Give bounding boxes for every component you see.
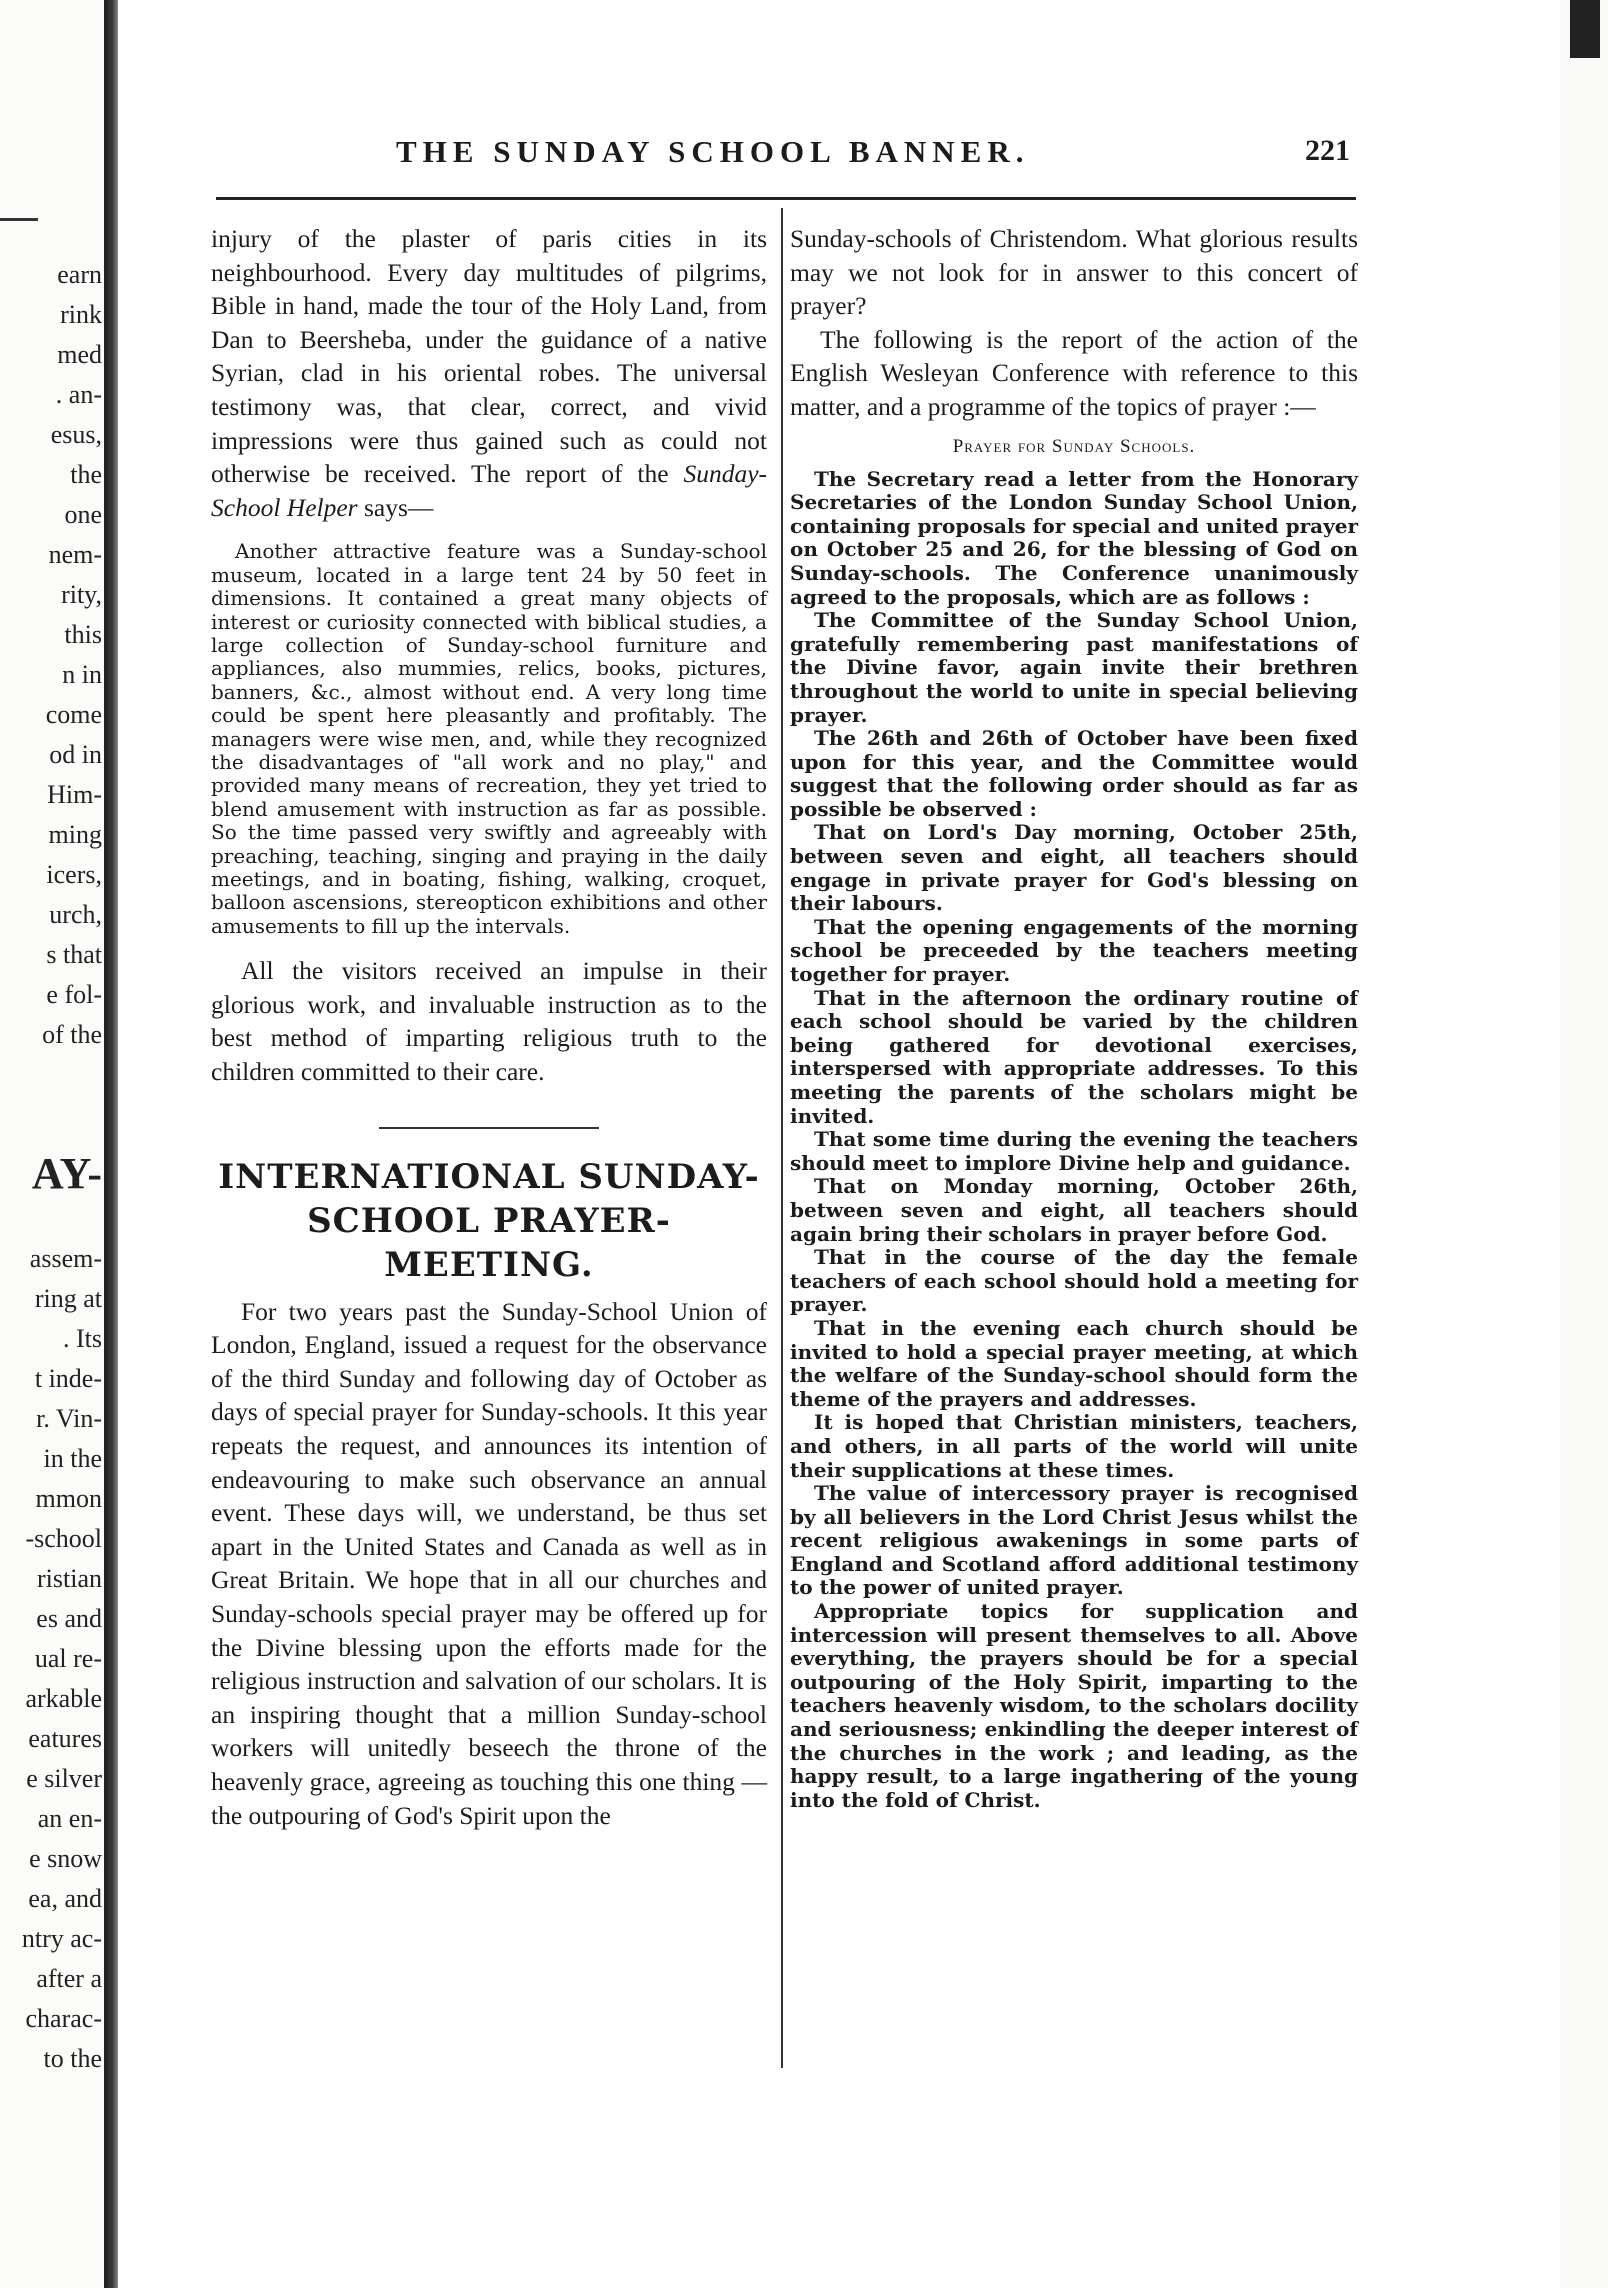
article-paragraph: For two years past the Sunday-School Union of London, England, issued a request for the observance of the third Sunday and following day of October as days of special prayer for Sunday-schools. It this year repeats the request, and announces its intention of endeavouring to make such observance an annual event. These days will, we understand, be thus set apart in the United States and Canada as well as in Great Britain. We hope that in all our churches and Sunday-schools special prayer may be offered up for the Divine blessing upon the efforts made for the religious instruction and salvation of our scholars. It is an inspiring thought that a million Sunday-school workers will unitedly beseech the throne of the heavenly grace, agreeing as touching this one thing —the outpouring of God's Spirit upon the	[211, 1296, 767, 1830]
paragraph-text: injury of the plaster of paris cities in its neighbourhood. Every day multitudes of pilgrims, Bible in hand, made the tour of the Holy Land, from Dan to Beersheba, under the guidance of a native Syrian, clad in his oriental robes. The universal testimony was, that clear, correct, and vivid impressions were thus gained such as could not otherwise be received. The report of the	[211, 224, 767, 489]
edge-marker	[1570, 0, 1600, 58]
margin-fragment: one	[64, 500, 102, 529]
margin-fragment: eatures	[28, 1724, 102, 1753]
right-page-edge	[1560, 0, 1608, 2288]
margin-fragment: earn	[57, 260, 102, 289]
margin-fragment: n in	[62, 660, 102, 689]
margin-fragment: of the	[42, 1020, 102, 1049]
article-heading-line-1: INTERNATIONAL SUNDAY-	[218, 1156, 760, 1197]
paragraph: The following is the report of the action of the English Wesleyan Conference with reference to this matter, and a programme of the topics of prayer :—	[790, 324, 1358, 421]
adjacent-page-fragment	[0, 0, 112, 2288]
margin-fragment: in the	[43, 1444, 102, 1473]
margin-fragment: -school	[25, 1524, 102, 1553]
margin-fragment: . Its	[63, 1324, 102, 1353]
margin-fragment: rink	[60, 300, 102, 329]
margin-fragment: nem-	[48, 540, 102, 569]
resolution-item: That on Monday morning, October 26th, between seven and eight, all teachers should again bring their scholars in prayer before God.	[790, 1174, 1358, 1246]
margin-fragment: e silver	[26, 1764, 102, 1793]
margin-fragment: the	[70, 460, 102, 489]
margin-fragment: ual re-	[34, 1644, 102, 1673]
margin-fragment: t inde-	[34, 1364, 102, 1393]
right-column	[790, 222, 1358, 1812]
margin-fragment: s that	[46, 940, 102, 969]
column-divider	[781, 208, 783, 2068]
margin-fragment: od in	[49, 740, 102, 769]
resolution-item: That the opening engagements of the morning school be preceeded by the teachers meeting together for prayer.	[790, 914, 1358, 987]
margin-fragment: es and	[36, 1604, 102, 1633]
book-spine	[104, 0, 118, 2288]
article-heading-line-2: SCHOOL PRAYER-MEETING.	[307, 1200, 671, 1285]
margin-fragment: arkable	[25, 1684, 102, 1713]
margin-fragment: ea, and	[28, 1884, 102, 1913]
adjacent-page-rule	[0, 218, 38, 221]
resolution-item: The value of intercessory prayer is recognised by all believers in the Lord Christ Jesus whilst the recent religious awakenings in some parts of England and Scotland afford additional testimony to the power of united prayer.	[790, 1481, 1358, 1600]
margin-fragment: assem-	[29, 1244, 102, 1273]
resolution-item: The Committee of the Sunday School Union, gratefully remembering past manifestations of the Divine favor, again invite their brethren throughout the world to unite in special believing prayer.	[790, 608, 1358, 727]
resolution-item: That in the evening each church should be invited to hold a special prayer meeting, at which the welfare of the Sunday-school should form the theme of the prayers and addresses.	[790, 1315, 1358, 1411]
margin-fragment: after a	[36, 1964, 102, 1993]
margin-fragment: ristian	[37, 1564, 102, 1593]
paragraph: All the visitors received an impulse in their glorious work, and invaluable instruction as to the best method of imparting religious truth to the children committed to their care.	[211, 956, 767, 1087]
margin-fragment: mmon	[35, 1484, 102, 1513]
section-subheading: Prayer for Sunday Schools.	[952, 435, 1196, 457]
margin-fragment: ming	[48, 820, 102, 849]
margin-fragment: charac-	[25, 2004, 102, 2033]
publication-title: Sunday-School Helper	[211, 459, 767, 522]
margin-fragment: rity,	[61, 580, 102, 609]
resolution-item: The Secretary read a letter from the Honorary Secretaries of the London Sunday School Union, containing proposals for special and united prayer on October 25 and 26, for the blessing of God on Sunday-schools. The Conference unanimously agreed to the proposals, which are as follows :	[790, 466, 1358, 609]
margin-fragment: ring at	[34, 1284, 102, 1313]
margin-fragment: e snow	[29, 1844, 102, 1873]
margin-fragment: med	[57, 340, 102, 369]
margin-fragment: . an-	[55, 380, 102, 409]
resolution-item: That in the afternoon the ordinary routine of each school should be varied by the children being gathered for devotional exercises, interspersed with appropriate addresses. To this meeting the parents of the scholars might be invited.	[790, 985, 1358, 1128]
resolution-item: It is hoped that Christian ministers, teachers, and others, in all parts of the world will unite their supplications at these times.	[790, 1410, 1358, 1482]
page-number: 221	[1305, 134, 1350, 167]
margin-fragment: esus,	[50, 420, 102, 449]
margin-fragment: r. Vin-	[36, 1404, 102, 1433]
resolution-item: That some time during the evening the teachers should meet to implore Divine help and guidance.	[790, 1127, 1358, 1175]
margin-heading-fragment: AY-	[31, 1149, 102, 1198]
margin-fragment: this	[64, 620, 102, 649]
running-title: THE SUNDAY SCHOOL BANNER.	[396, 134, 1030, 169]
resolution-item: That in the course of the day the female teachers of each school should hold a meeting for prayer.	[790, 1245, 1358, 1317]
margin-fragment: icers,	[46, 860, 102, 889]
resolution-item: The 26th and 26th of October have been fixed upon for this year, and the Committee would suggest that the following order should as far as possible be observed :	[790, 726, 1358, 821]
resolution-item: That on Lord's Day morning, October 25th, between seven and eight, all teachers should engage in private prayer for God's blessing on their labours.	[790, 820, 1358, 916]
page-header	[216, 130, 1350, 180]
margin-fragment: Him-	[47, 780, 102, 809]
margin-fragment: ntry ac-	[21, 1924, 102, 1953]
margin-fragment: come	[45, 700, 102, 729]
paragraph: Sunday-schools of Christendom. What glorious results may we not look for in answer to this concert of prayer?	[790, 224, 1358, 321]
paragraph-text: says—	[357, 492, 434, 522]
left-column	[211, 222, 767, 1832]
quoted-passage: Another attractive feature was a Sunday-school museum, located in a large tent 24 by 50 feet in dimensions. It contained a great many objects of interest or curiosity connected with biblical studies, a large collection of Sunday-school furniture and appliances, also mummies, relics, books, pictures, banners, &c., almost without end. A very long time could be spent here pleasantly and profitably. The managers were wise men, and, while they recognized the disadvantages of "all work and no play," and provided many means of recreation, they yet tried to blend amusement with instruction as far as possible. So the time passed very swiftly and agreeably with preaching, teaching, singing and praying in the daily meetings, and in boating, fishing, walking, croquet, balloon ascensions, stereopticon exhibitions and other amusements to fill up the intervals.	[211, 539, 767, 938]
margin-fragment: to the	[43, 2044, 102, 2073]
margin-fragment: urch,	[49, 900, 102, 929]
margin-fragment: e fol-	[46, 980, 102, 1009]
header-rule	[216, 197, 1356, 200]
resolution-item: Appropriate topics for supplication and intercession will present themselves to all. Above everything, the prayers should be for a special outpouring of the Holy Spirit, imparting to the teachers heavenly wisdom, to the scholars docility and seriousness; enkindling the deeper interest of the churches in the work ; and leading, as the happy result, to a large ingathering of the young into the fold of Christ.	[790, 1599, 1358, 1812]
margin-fragment: an en-	[37, 1804, 102, 1833]
paragraph	[211, 222, 767, 524]
